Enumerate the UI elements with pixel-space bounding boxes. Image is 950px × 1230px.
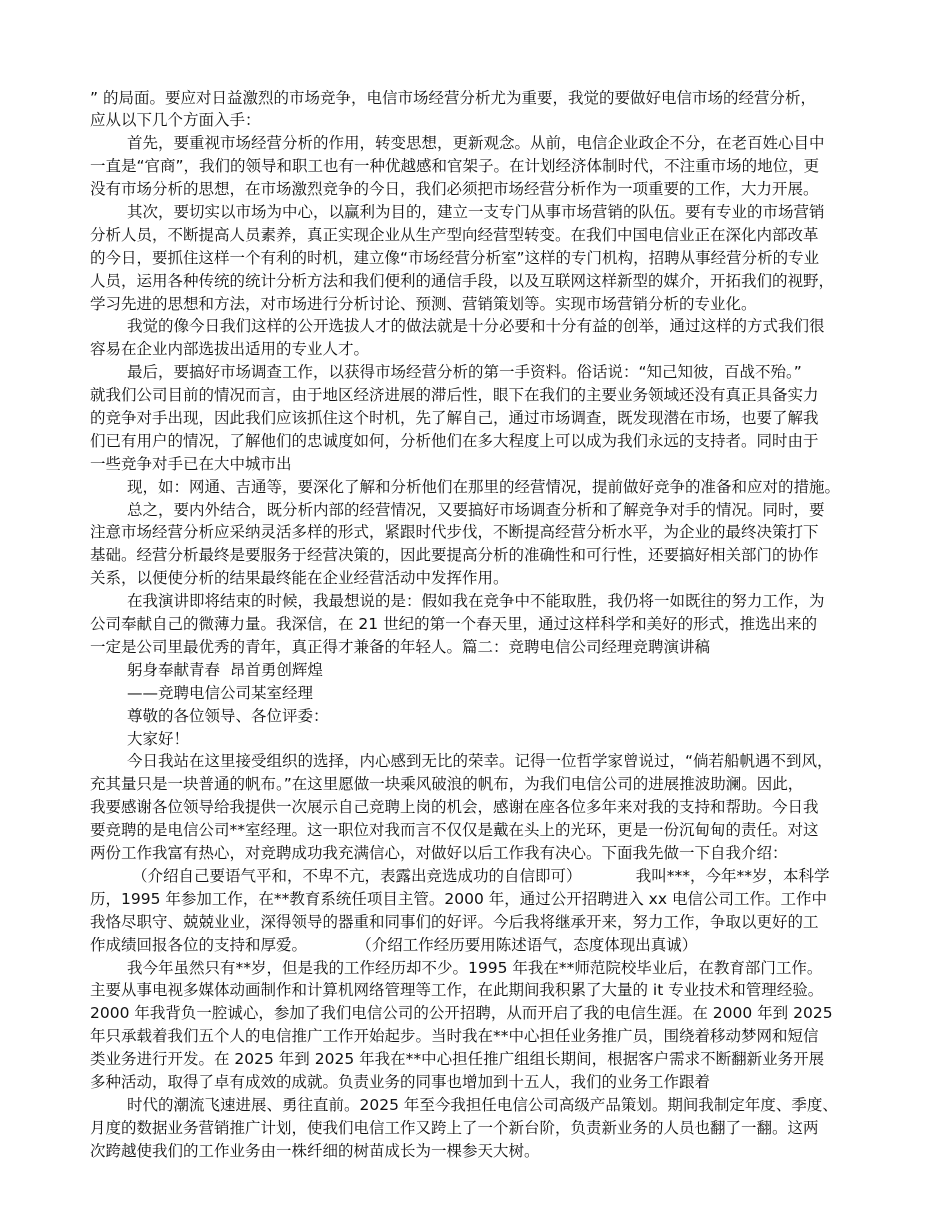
text-line: 容易在企业内部选拔出适用的专业人才。: [90, 340, 370, 358]
text-line: 注意市场经营分析应采纳灵活多样的形式，紧跟时代步伐，不断提高经营分析水平，为企业的最终决策打下: [90, 523, 819, 541]
text-line: 一直是“官商”，我们的领导和职工也有一种优越感和官架子。在计划经济体制时代，不注重市场的地位，更: [90, 157, 820, 175]
text-line: 没有市场分析的思想，在市场激烈竞争的今日，我们必须把市场经营分析作为一项重要的工作，大力开展。: [90, 180, 819, 198]
text-line: ” 的局面。要应对日益激烈的市场竞争，电信市场经营分析尤为重要，我觉的要做好电信市场的经营分析，: [90, 89, 816, 107]
text-line: 基础。经营分析最终是要服务于经营决策的，因此要提高分析的准确性和可行性，还要搞好相关部门的协作: [90, 546, 819, 564]
text-line: 应从以下几个方面入手：: [90, 111, 261, 129]
text-line: 一定是公司里最优秀的青年，真正得才兼备的年轻人。篇二：竞聘电信公司经理竞聘演讲稿: [90, 638, 711, 656]
text-line: 时代的潮流飞速进展、勇往直前。2025 年至今我担任电信公司高级产品策划。期间我制定年度、季度、: [127, 1096, 838, 1114]
text-line: 分析人员，不断提高人员素养，真正实现企业从生产型向经营型转变。在我们中国电信业正在深化内部改革: [90, 226, 819, 244]
text-line: 就我们公司目前的情况而言，由于地区经济进展的滞后性，眼下在我们的主要业务领域还没有真正具备实力: [90, 386, 819, 404]
text-line: 历，1995 年参加工作，在**教育系统任项目主管。2000 年，通过公开招聘进入 xx 电信公司工作。工作中: [90, 890, 827, 908]
text-line: 今日我站在这里接受组织的选择，内心感到无比的荣幸。记得一位哲学家曾说过，“倘若船帆遇不到风，: [127, 752, 833, 770]
text-line: 充其量只是一块普通的帆布。”在这里愿做一块乘风破浪的帆布，为我们电信公司的进展推波助澜。因此，: [90, 775, 804, 793]
text-line: 学习先进的思想和方法，对市场进行分析讨论、预测、营销策划等。实现市场营销分析的专业化。: [90, 295, 757, 313]
text-line: 作成绩回报各位的支持和厚爱。 （介绍工作经历要用陈述语气，态度体现出真诚）: [90, 936, 698, 954]
text-line: 最后，要搞好市场调查工作，以获得市场经营分析的第一手资料。俗话说：“知己知彼，百战不殆。”: [127, 363, 802, 381]
text-line: ——竞聘电信公司某室经理: [127, 684, 314, 702]
text-line: 两份工作我富有热心，对竞聘成功我充满信心，对做好以后工作我有决心。下面我先做一下自我介绍：: [90, 844, 788, 862]
text-line: 现，如：网通、吉通等，要深化了解和分析他们在那里的经营情况，提前做好竞争的准备和应对的措施。: [127, 478, 841, 496]
text-line: 次跨越使我们的工作业务由一株纤细的树苗成长为一棵参天大树。: [90, 1142, 540, 1160]
text-line: 一些竞争对手已在大中城市出: [90, 455, 292, 473]
text-line: 的竞争对手出现，因此我们应该抓住这个时机，先了解自己，通过市场调查，既发现潜在市场，也要了解我: [90, 409, 819, 427]
text-line: 尊敬的各位领导、各位评委：: [127, 707, 329, 725]
text-line: 我今年虽然只有**岁，但是我的工作经历却不少。1995 年我在**师范院校毕业后，在教育部门工作。: [127, 959, 823, 977]
text-line: 公司奉献自己的微薄力量。我深信，在 21 世纪的第一个春天里，通过这样科学和美好的形式，推选出来的: [90, 615, 818, 633]
text-line: （介绍自己要语气平和，不卑不亢，表露出竞选成功的自信即可） 我叫***，今年**岁，本科学: [132, 867, 830, 885]
text-line: 人员，运用各种传统的统计分析方法和我们便利的通信手段，以及互联网这样新型的媒介，开拓我们的视野，: [90, 272, 835, 290]
text-line: 2000 年我背负一腔诚心，参加了我们电信公司的公开招聘，从而开启了我的电信生涯。在 2000 年到 2025: [90, 1004, 833, 1022]
text-line: 总之，要内外结合，既分析内部的经营情况，又要搞好市场调查分析和了解竞争对手的情况。同时，要: [127, 501, 825, 519]
text-line: 多种活动，取得了卓有成效的成就。负责业务的同事也增加到十五人，我们的业务工作跟着: [90, 1073, 711, 1091]
text-line: 们已有用户的情况，了解他们的忠诚度如何，分析他们在多大程度上可以成为我们永远的支持者。同时由于: [90, 432, 819, 450]
text-line: 首先，要重视市场经营分析的作用，转变思想，更新观念。从前，电信企业政企不分，在老百姓心目中: [127, 134, 825, 152]
text-line: 我觉的像今日我们这样的公开选拔人才的做法就是十分必要和十分有益的创举，通过这样的方式我们很: [127, 317, 825, 335]
text-line: 年只承载着我们五个人的电信推广工作开始起步。当时我在**中心担任业务推广员，围绕着移动梦网和短信: [90, 1027, 819, 1045]
text-line: 我要感谢各位领导给我提供一次展示自己竞聘上岗的机会，感谢在座各位多年来对我的支持和帮助。今日我: [90, 798, 819, 816]
text-line: 类业务进行开发。在 2025 年到 2025 年我在**中心担任推广组组长期间，根据客户需求不断翻新业务开展: [90, 1050, 825, 1068]
text-line: 大家好！: [127, 730, 190, 748]
text-line: 在我演讲即将结束的时候，我最想说的是：假如我在竞争中不能取胜，我仍将一如既往的努力工作，为: [127, 592, 825, 610]
text-line: 要竞聘的是电信公司**室经理。这一职位对我而言不仅仅是戴在头上的光环，更是一份沉甸甸的责任。对这: [90, 821, 819, 839]
text-line: 我恪尽职守、兢兢业业，深得领导的器重和同事们的好评。今后我将继承开来，努力工作，争取以更好的工: [90, 913, 819, 931]
text-line: 躬身奉献青春 昂首勇创辉煌: [127, 661, 323, 679]
text-line: 月度的数据业务营销推广计划，使我们电信工作又跨上了一个新台阶，负责新业务的人员也翻了一翻。这两: [90, 1119, 819, 1137]
text-line: 关系，以便使分析的结果最终能在企业经营活动中发挥作用。: [90, 569, 509, 587]
text-line: 其次，要切实以市场为中心，以赢利为目的，建立一支专门从事市场营销的队伍。要有专业的市场营销: [127, 203, 825, 221]
text-line: 主要从事电视多媒体动画制作和计算机网络管理等工作，在此期间我积累了大量的 it 专业技术和管理经验。: [90, 981, 824, 999]
text-line: 的今日，要抓住这样一个有利的时机，建立像“市场经营分析室”这样的专门机构，招聘从事经营分析的专业: [90, 249, 820, 267]
